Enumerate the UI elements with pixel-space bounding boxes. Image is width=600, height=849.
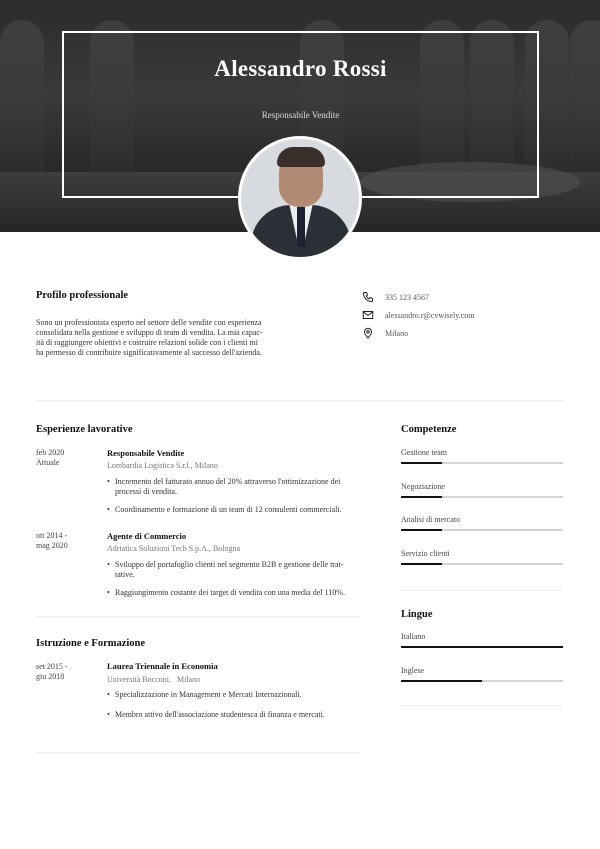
profile-title: Profilo professionale: [36, 290, 129, 301]
language-label: Italiano: [401, 632, 426, 641]
job-title: Agente di Commercio: [107, 531, 187, 541]
job-bullet: • Coordinamento e formazione di un team di 12 consulenti commerciali.: [107, 505, 367, 515]
candidate-role: Responsabile Vendite: [261, 110, 340, 120]
skill-level-fill: [401, 496, 442, 498]
education-title: Istruzione e Formazione: [36, 638, 146, 649]
candidate-name: Alessandro Rossi: [214, 56, 387, 81]
skill-level-fill: [401, 529, 442, 531]
skill-label: Servizio clienti: [401, 548, 450, 558]
skill-label: Gestione team: [401, 448, 447, 457]
divider: [401, 705, 563, 706]
skill-level-bar: [401, 462, 563, 464]
contact-phone: [362, 291, 429, 303]
education-date: set 2015 - giu 2018: [36, 662, 68, 681]
email-value[interactable]: alessandro.r@cvwisely.com: [385, 310, 475, 320]
skill-level-bar: [401, 563, 563, 565]
phone-icon: [362, 291, 374, 303]
job-bullet: • Raggiungimento costante dei target di vendita con una media del 110%.: [107, 588, 367, 598]
job-date: ott 2014 - mag 2020: [36, 531, 68, 550]
divider: [36, 400, 564, 401]
skill-label: Negoziazione: [401, 481, 445, 491]
skill-level-bar: [401, 529, 563, 531]
job-date: feb 2020 Attuale: [36, 448, 65, 467]
location-value: Milano: [385, 328, 409, 338]
language-label: Inglese: [401, 666, 425, 675]
mail-icon: [362, 309, 374, 321]
job-company: Lombardia Logistica S.r.l., Milano: [107, 461, 218, 470]
education-degree: Laurea Triennale in Economia: [107, 661, 218, 671]
language-level-fill: [401, 680, 482, 682]
job-bullet: • Incremento del fatturato annuo del 20% attraverso l'ottimizzazione dei processi di vendita.: [107, 477, 367, 496]
education-bullet: • Specializzazione in Management e Mercati Internazionali.: [107, 690, 367, 700]
experience-title: Esperienze lavorative: [36, 424, 133, 435]
phone-value[interactable]: 335 123 4567: [385, 292, 429, 302]
language-level-bar: [401, 680, 563, 682]
job-title: Responsabile Vendite: [107, 448, 185, 458]
job-company: Adriatica Soluzioni Tech S.p.A., Bologna: [107, 544, 241, 553]
divider: [36, 616, 360, 617]
language-level-fill: [401, 646, 563, 648]
job-bullet: • Sviluppo del portafoglio clienti nel segmento B2B e gestione delle trat- tative.: [107, 560, 367, 579]
divider: [36, 752, 360, 753]
contact-email: [362, 309, 475, 321]
profile-photo: [238, 136, 362, 260]
divider: [401, 590, 563, 591]
skill-label: Analisi di mercato: [401, 515, 461, 524]
education-institution: Università Bocconi, Milano: [107, 675, 201, 684]
skill-level-fill: [401, 563, 442, 565]
skill-level-bar: [401, 496, 563, 498]
education-bullet: • Membro attivo dell'associazione studentesca di finanza e mercati.: [107, 710, 367, 720]
skill-level-fill: [401, 462, 442, 464]
profile-text: Sono un professionista esperto nel settore delle vendite con esperienza consolidata nella gestione e sviluppo di team di vendita. La mia capac- ità di raggiungere obiettivi e costruire relazioni solide con i clienti mi ha permesso di contribuire significativamente al successo dell'azienda.: [36, 318, 263, 357]
languages-title: Lingue: [401, 609, 433, 620]
location-pin-icon: [362, 327, 374, 339]
skills-title: Competenze: [401, 424, 457, 435]
contact-location: [362, 327, 408, 339]
language-level-bar: [401, 646, 563, 648]
